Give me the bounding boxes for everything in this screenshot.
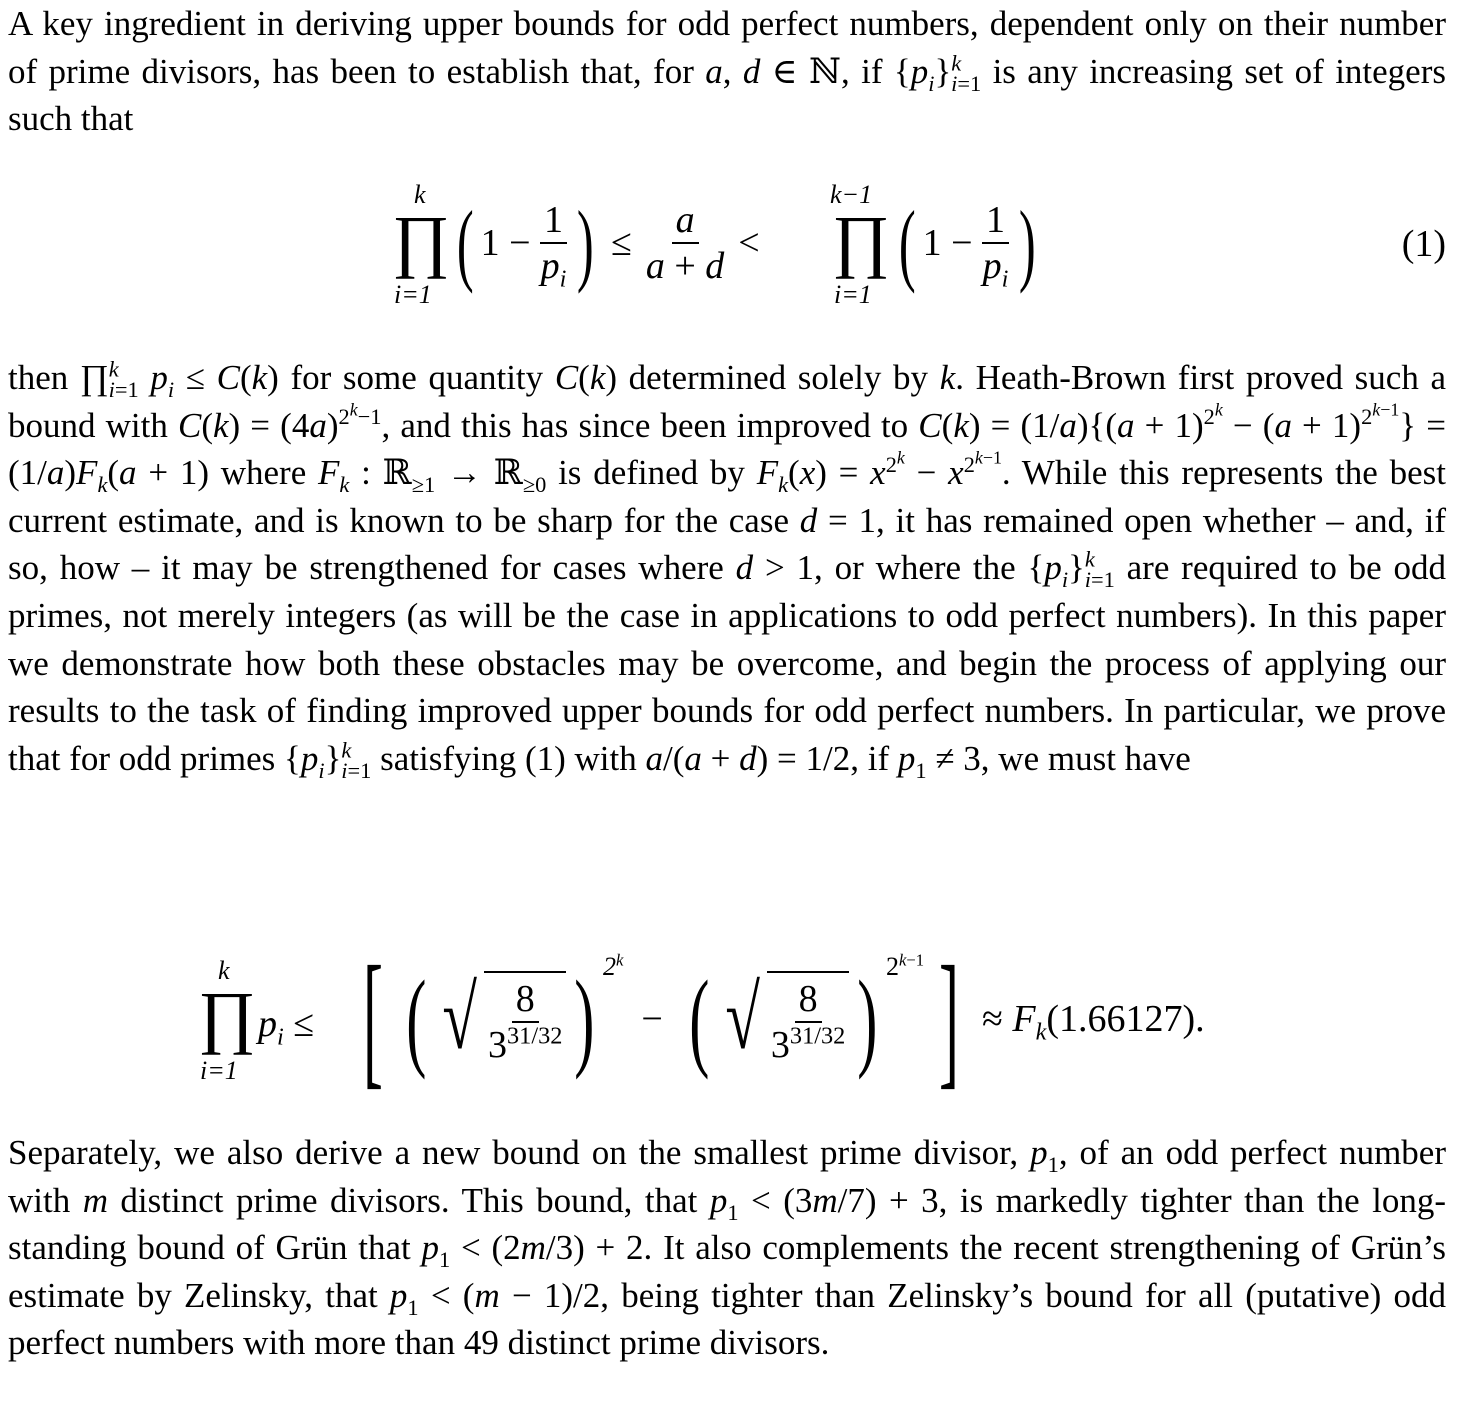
paragraph-intro: A key ingredient in deriving upper bounds for odd perfect numbers, dependent only on their number of prime divisors, has been to establish that, for a, d ∈ ℕ, if $\{p_i\}^k_{i=1}$ is any increasing set of integers such that (8, 4, 1446, 139)
paragraph-main: then ∏$^k_{i=1}$ $p_i \le C(k)$ for some quantity C(k) determined solely by k. Heath-Brown first proved such a bound with $C(k) = (4a)^{2^k-1}$, and this has since been improved to $C(k) = (1/a)\{(a + 1)^{2^k} - (a + 1)^{2^{k-1}}\} = (1/a)F_k(a + 1)$ where $F_k$ : ℝ$_{\ge 1}$ → ℝ$_{\ge 0}$ is defined by $F_k(x) = x^{2^k} - x^{2^{k-1}}$. While this represents the best current estimate, and is known to be sharp for the case d = 1, it has remained open whether – and, if so, how – it may be strengthened for cases where d > 1, or where the $\{p_i\}^k_{i=1}$ are required to be odd primes, not merely integers (as will be the case in applications to odd perfect numbers). In this paper we demonstrate how both these obstacles may be overcome, and begin the process of applying our results to the task of finding improved upper bounds for odd perfect numbers. In particular, we prove that for odd primes $\{p_i\}^k_{i=1}$ satisfying (1) with a/(a + d) = 1/2, if $p_1 \ne 3$, we must have (8, 356, 1447, 783)
equation-1: k ∏ i=1 ( 1 − $\frac{1}{p_i}$ ) ≤ $\frac{a}{a + d}$ < k−1 ∏ i=1 ( 1 − $\frac{1}{p_i}$ ) (392, 180, 1037, 309)
paragraph-closing: Separately, we also derive a new bound on the smallest prime divisor, $p_1$, of an odd perfect number with m distinct prime divisors. This bound, that $p_1 < (3m/7) + 3$, is markedly tighter than the long-standing bound of Grün that $p_1 < (2m/3) + 2$. It also complements the recent strengthening of Grün’s estimate by Zelinsky, that $p_1 < (m - 1)/2$, being tighter than Zelinsky’s bound for all (putative) odd perfect numbers with more than 49 distinct prime divisors. (8, 1133, 1446, 1363)
equation-2: k ∏ i=1 $p_i$ ≤ [ ( √ $\frac{8}{3^{31/32}}$ ) $2^k$ − ( √ $\frac{8}{3^{31/32}}$ ) $2^{k-1}$ ] ≈ $F_k(1.66127)$. (198, 936, 1205, 1102)
equation-number: (1) (1401, 223, 1446, 265)
